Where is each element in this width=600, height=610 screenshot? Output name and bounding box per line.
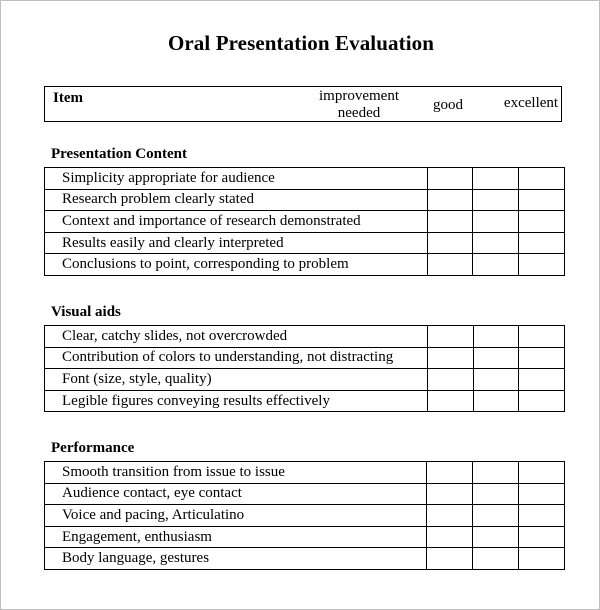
rating-box-improvement[interactable] xyxy=(427,211,473,233)
rating-box-improvement[interactable] xyxy=(427,189,473,211)
column-header-row xyxy=(44,86,562,122)
rating-box-excellent[interactable] xyxy=(519,369,565,391)
rating-box-good[interactable] xyxy=(473,211,519,233)
table-row xyxy=(45,505,565,527)
rating-box-excellent[interactable] xyxy=(519,505,565,527)
criterion-label: Conclusions to point, corresponding to problem xyxy=(45,254,428,276)
rating-box-improvement[interactable] xyxy=(427,462,473,484)
criterion-label: Engagement, enthusiasm xyxy=(45,526,427,548)
rating-box-improvement[interactable] xyxy=(427,505,473,527)
criterion-label: Research problem clearly stated xyxy=(45,189,428,211)
rating-box-improvement[interactable] xyxy=(427,168,473,190)
table-row xyxy=(45,462,565,484)
rating-box-good[interactable] xyxy=(473,232,519,254)
rating-box-good[interactable] xyxy=(473,347,519,369)
rating-box-good[interactable] xyxy=(473,390,519,412)
criteria-table-performance xyxy=(44,461,565,570)
criteria-table-visual-aids xyxy=(44,325,565,412)
criterion-label: Legible figures conveying results effectively xyxy=(45,390,428,412)
rating-box-good[interactable] xyxy=(473,326,519,348)
rating-box-good[interactable] xyxy=(473,462,519,484)
rating-box-improvement[interactable] xyxy=(427,369,473,391)
rating-box-improvement[interactable] xyxy=(427,526,473,548)
section-title-visual-aids: Visual aids xyxy=(51,304,121,320)
header-good: good xyxy=(433,97,463,113)
rating-box-improvement[interactable] xyxy=(427,254,473,276)
header-improvement-line1: improvement xyxy=(319,88,399,104)
table-row xyxy=(45,390,565,412)
rating-box-excellent[interactable] xyxy=(519,390,565,412)
rating-box-good[interactable] xyxy=(473,483,519,505)
rating-box-improvement[interactable] xyxy=(427,390,473,412)
rating-box-good[interactable] xyxy=(473,369,519,391)
header-excellent: excellent xyxy=(503,95,559,111)
table-row xyxy=(45,232,565,254)
table-row xyxy=(45,189,565,211)
rating-box-improvement[interactable] xyxy=(427,232,473,254)
table-row xyxy=(45,526,565,548)
criterion-label: Clear, catchy slides, not overcrowded xyxy=(45,326,428,348)
table-row xyxy=(45,326,565,348)
page-title: Oral Presentation Evaluation xyxy=(167,31,435,55)
criterion-label: Font (size, style, quality) xyxy=(45,369,428,391)
table-row xyxy=(45,168,565,190)
rating-box-good[interactable] xyxy=(473,254,519,276)
table-row xyxy=(45,483,565,505)
section-title-presentation-content: Presentation Content xyxy=(51,146,187,162)
header-improvement-line2: needed xyxy=(337,105,381,121)
table-row xyxy=(45,211,565,233)
criterion-label: Audience contact, eye contact xyxy=(45,483,427,505)
criterion-label: Voice and pacing, Articulatino xyxy=(45,505,427,527)
rating-box-excellent[interactable] xyxy=(519,483,565,505)
rating-box-improvement[interactable] xyxy=(427,347,473,369)
rating-box-good[interactable] xyxy=(473,189,519,211)
rating-box-good[interactable] xyxy=(473,505,519,527)
rating-box-improvement[interactable] xyxy=(427,548,473,570)
rating-box-improvement[interactable] xyxy=(427,483,473,505)
criterion-label: Results easily and clearly interpreted xyxy=(45,232,428,254)
criterion-label: Context and importance of research demonstrated xyxy=(45,211,428,233)
rating-box-excellent[interactable] xyxy=(519,189,565,211)
rating-box-improvement[interactable] xyxy=(427,326,473,348)
table-row xyxy=(45,347,565,369)
criterion-label: Smooth transition from issue to issue xyxy=(45,462,427,484)
section-title-performance: Performance xyxy=(51,440,135,456)
table-row xyxy=(45,548,565,570)
header-item: Item xyxy=(53,90,83,106)
rating-box-excellent[interactable] xyxy=(519,526,565,548)
rating-box-excellent[interactable] xyxy=(519,254,565,276)
rating-box-good[interactable] xyxy=(473,168,519,190)
table-row xyxy=(45,254,565,276)
rating-box-excellent[interactable] xyxy=(519,168,565,190)
rating-box-good[interactable] xyxy=(473,548,519,570)
rating-box-excellent[interactable] xyxy=(519,548,565,570)
criterion-label: Simplicity appropriate for audience xyxy=(45,168,428,190)
rating-box-excellent[interactable] xyxy=(519,462,565,484)
criteria-table-presentation-content xyxy=(44,167,565,276)
criterion-label: Body language, gestures xyxy=(45,548,427,570)
rating-box-excellent[interactable] xyxy=(519,347,565,369)
rating-box-excellent[interactable] xyxy=(519,326,565,348)
rating-box-excellent[interactable] xyxy=(519,232,565,254)
header-improvement-needed xyxy=(307,88,411,122)
rating-box-good[interactable] xyxy=(473,526,519,548)
table-row xyxy=(45,369,565,391)
rating-box-excellent[interactable] xyxy=(519,211,565,233)
criterion-label: Contribution of colors to understanding, not distracting xyxy=(45,347,428,369)
